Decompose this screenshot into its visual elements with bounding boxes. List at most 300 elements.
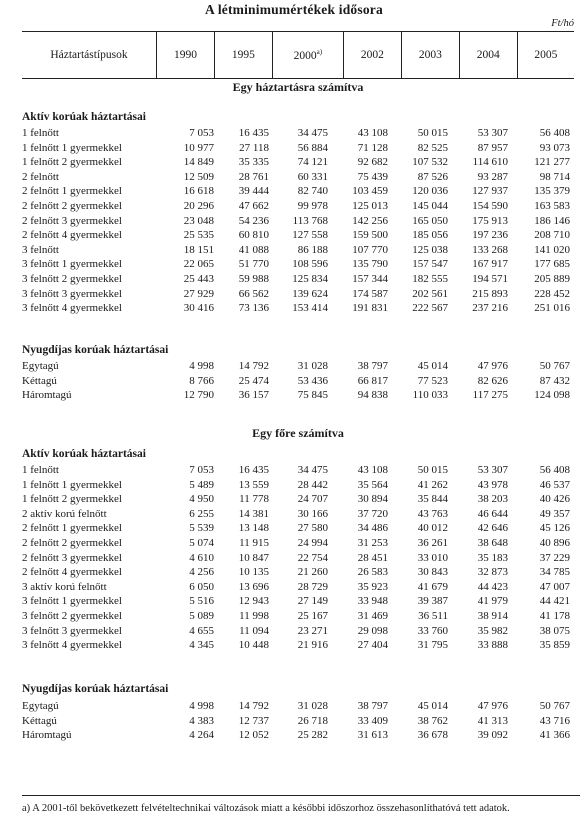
header-year-text: 2000 [293, 49, 317, 62]
table-cell: 34 475 [297, 464, 328, 476]
table-cell: 5 489 [189, 478, 214, 491]
table-cell: 25 443 [183, 272, 214, 285]
table-cell: 28 729 [297, 580, 328, 593]
row-label: 1 felnőtt [22, 464, 59, 476]
table-cell: 43 108 [357, 464, 388, 476]
table-cell: 87 957 [477, 141, 508, 154]
table-cell: 157 547 [412, 258, 448, 271]
table-cell: 41 262 [417, 478, 448, 491]
table-cell: 35 982 [477, 624, 508, 637]
table-cell: 38 797 [357, 360, 388, 372]
table-cell: 98 714 [539, 170, 570, 183]
table-cell: 39 444 [238, 185, 269, 198]
table-cell: 41 366 [539, 729, 570, 742]
table-cell: 82 626 [477, 374, 508, 387]
table-cell: 10 977 [183, 141, 214, 154]
table-cell: 113 768 [292, 214, 328, 227]
table-cell: 22 754 [297, 551, 328, 564]
row-label: 3 felnőtt 4 gyermekkel [22, 639, 122, 652]
row-label: 2 felnőtt 2 gyermekkel [22, 199, 122, 212]
table-cell: 38 075 [539, 624, 570, 637]
table-cell: 205 889 [534, 272, 570, 285]
table-cell: 33 010 [417, 551, 448, 564]
table-row [22, 184, 574, 199]
table-cell: 5 074 [189, 536, 214, 549]
row-label: 1 felnőtt 1 gyermekkel [22, 478, 122, 491]
row-label: 2 aktív korú felnőtt [22, 507, 107, 520]
table-cell: 24 994 [297, 536, 328, 549]
row-label: 1 felnőtt [22, 127, 59, 139]
table-cell: 27 404 [357, 639, 388, 652]
row-label: 2 felnőtt 4 gyermekkel [22, 566, 122, 579]
table-cell: 25 282 [297, 729, 328, 742]
table-cell: 142 256 [352, 214, 388, 227]
table-cell: 124 098 [534, 389, 570, 402]
table-row [22, 155, 574, 170]
table-cell: 175 913 [472, 214, 508, 227]
table-cell: 53 307 [477, 464, 508, 476]
table-cell: 38 914 [477, 609, 508, 622]
table-row [22, 699, 574, 714]
table-cell: 145 044 [412, 199, 448, 212]
row-label: Egytagú [22, 360, 59, 372]
table-cell: 11 778 [239, 493, 269, 506]
table-cell: 30 416 [183, 302, 214, 315]
table-cell: 93 287 [477, 170, 508, 183]
table-cell: 16 435 [238, 127, 269, 139]
table-row [22, 536, 574, 551]
table-cell: 4 950 [189, 493, 214, 506]
table-cell: 94 838 [357, 389, 388, 402]
table-row [22, 521, 574, 536]
section-title: Egy háztartásra számítva [232, 80, 364, 94]
row-label: Egytagú [22, 700, 59, 712]
group-title: Nyugdíjas korúak háztartásai [22, 683, 169, 695]
table-cell: 41 979 [477, 595, 508, 608]
table-cell: 5 516 [189, 595, 214, 608]
table-cell: 13 559 [238, 478, 269, 491]
table-cell: 21 916 [297, 639, 328, 652]
row-label: 1 felnőtt 2 gyermekkel [22, 493, 122, 506]
table-cell: 135 379 [534, 185, 570, 198]
table-cell: 59 988 [238, 272, 269, 285]
row-label: 2 felnőtt 3 gyermekkel [22, 551, 122, 564]
table-cell: 163 583 [534, 199, 570, 212]
table-cell: 47 976 [477, 360, 508, 372]
unit-label: Ft/hó [551, 18, 574, 29]
table-row [22, 728, 574, 743]
table-cell: 125 013 [352, 199, 388, 212]
table-cell: 12 943 [238, 595, 269, 608]
table-row [22, 228, 574, 243]
table-cell: 186 146 [534, 214, 570, 227]
row-label: Kéttagú [22, 374, 57, 387]
table-cell: 75 845 [297, 389, 328, 402]
table-cell: 177 685 [534, 258, 570, 271]
table-cell: 31 028 [297, 700, 328, 712]
table-cell: 14 381 [238, 507, 269, 520]
table-cell: 32 873 [477, 566, 508, 579]
table-cell: 50 767 [539, 360, 570, 372]
table-cell: 11 915 [239, 536, 269, 549]
table-cell: 4 998 [189, 360, 214, 372]
table-cell: 10 448 [238, 639, 269, 652]
section-title: Egy főre számítva [252, 426, 344, 440]
table-cell: 28 451 [357, 551, 388, 564]
table-cell: 125 834 [292, 272, 328, 285]
table-rows [22, 463, 574, 653]
header-year: 2004 [459, 32, 517, 79]
table-row [22, 359, 574, 374]
table-row [22, 126, 574, 141]
table-cell: 157 344 [352, 272, 388, 285]
table-cell: 43 763 [417, 507, 448, 520]
row-label: 3 felnőtt 4 gyermekkel [22, 302, 122, 315]
table-cell: 20 296 [183, 199, 214, 212]
table-cell: 21 260 [297, 566, 328, 579]
table-row [22, 492, 574, 507]
table-cell: 4 345 [189, 639, 214, 652]
table-cell: 26 583 [357, 566, 388, 579]
table-cell: 82 525 [417, 141, 448, 154]
table-cell: 41 679 [417, 580, 448, 593]
table-cell: 35 923 [357, 580, 388, 593]
table-rows [22, 126, 574, 316]
table-cell: 37 720 [357, 507, 388, 520]
table-cell: 27 580 [297, 522, 328, 535]
table-cell: 66 562 [238, 287, 269, 300]
table-cell: 139 624 [292, 287, 328, 300]
table-cell: 77 523 [417, 374, 448, 387]
table-cell: 44 423 [477, 580, 508, 593]
header-year: 1990 [157, 32, 215, 79]
table-cell: 92 682 [357, 156, 388, 169]
table-cell: 4 998 [189, 700, 214, 712]
table-row [22, 463, 574, 478]
table-cell: 60 331 [297, 170, 328, 183]
table-cell: 45 014 [417, 360, 448, 372]
table-cell: 33 760 [417, 624, 448, 637]
table-cell: 10 135 [238, 566, 269, 579]
row-label: 2 felnőtt [22, 170, 59, 183]
group-title: Nyugdíjas korúak háztartásai [22, 344, 169, 356]
table-cell: 10 847 [238, 551, 269, 564]
table-cell: 7 053 [189, 127, 214, 139]
table-cell: 30 843 [417, 566, 448, 579]
table-cell: 25 535 [183, 229, 214, 242]
table-cell: 30 166 [297, 507, 328, 520]
table-cell: 46 537 [539, 478, 570, 491]
table-cell: 108 596 [292, 258, 328, 271]
row-label: 3 felnőtt 3 gyermekkel [22, 287, 122, 300]
table-cell: 141 020 [534, 243, 570, 256]
table-cell: 31 253 [357, 536, 388, 549]
table-cell: 12 790 [183, 389, 214, 402]
table-cell: 53 436 [297, 374, 328, 387]
table-cell: 93 073 [539, 141, 570, 154]
table-row [22, 594, 574, 609]
table-cell: 50 015 [417, 464, 448, 476]
table-cell: 16 435 [238, 464, 269, 476]
table-cell: 34 785 [539, 566, 570, 579]
table-cell: 24 707 [297, 493, 328, 506]
table-cell: 121 277 [534, 156, 570, 169]
page-title: A létminimumértékek idősora [205, 2, 383, 17]
table-cell: 14 849 [183, 156, 214, 169]
table-row [22, 714, 574, 729]
table-cell: 29 098 [357, 624, 388, 637]
table-cell: 86 188 [297, 243, 328, 256]
table-row [22, 141, 574, 156]
table-cell: 50 767 [539, 700, 570, 712]
table-cell: 8 766 [189, 374, 214, 387]
table-cell: 159 500 [352, 229, 388, 242]
table-cell: 35 844 [417, 493, 448, 506]
table-rows [22, 359, 574, 403]
footnote: a) A 2001-től bekövetkezett felvételtechnikai változások miatt a későbbi időszorhoz összehasonlíthatóvá tett adatok. [22, 795, 580, 816]
row-label: 2 felnőtt 2 gyermekkel [22, 536, 122, 549]
table-cell: 53 307 [477, 127, 508, 139]
table-row [22, 287, 574, 302]
header-year: 2002 [343, 32, 401, 79]
group-title: Aktív korúak háztartásai [22, 448, 146, 460]
table-cell: 56 408 [539, 127, 570, 139]
footnote-marker: a) [316, 48, 323, 57]
table-row [22, 580, 574, 595]
table-cell: 73 136 [238, 302, 269, 315]
table-cell: 41 088 [238, 243, 269, 256]
row-label: 1 felnőtt 1 gyermekkel [22, 141, 122, 154]
table-cell: 87 432 [539, 374, 570, 387]
table-cell: 45 014 [417, 700, 448, 712]
table-cell: 35 335 [238, 156, 269, 169]
table-row [22, 478, 574, 493]
table-cell: 34 486 [357, 522, 388, 535]
table-cell: 185 056 [412, 229, 448, 242]
table-cell: 6 050 [189, 580, 214, 593]
table-cell: 34 475 [297, 127, 328, 139]
table-row [22, 301, 574, 316]
table-cell: 43 978 [477, 478, 508, 491]
table-cell: 36 261 [417, 536, 448, 549]
table-cell: 4 264 [189, 729, 214, 742]
table-cell: 114 610 [472, 156, 508, 169]
table-cell: 16 618 [183, 185, 214, 198]
table-cell: 99 978 [297, 199, 328, 212]
table-header [22, 31, 574, 79]
table-cell: 33 948 [357, 595, 388, 608]
table-cell: 133 268 [472, 243, 508, 256]
table-cell: 12 737 [238, 714, 269, 727]
table-cell: 4 655 [189, 624, 214, 637]
table-cell: 125 038 [412, 243, 448, 256]
row-label: 3 felnőtt [22, 243, 59, 256]
row-label: 3 felnőtt 3 gyermekkel [22, 624, 122, 637]
table-cell: 47 662 [238, 199, 269, 212]
row-label: 2 felnőtt 1 gyermekkel [22, 185, 122, 198]
table-cell: 75 439 [357, 170, 388, 183]
table-cell: 167 917 [472, 258, 508, 271]
table-cell: 39 092 [477, 729, 508, 742]
table-cell: 44 421 [539, 595, 570, 608]
table-cell: 26 718 [297, 714, 328, 727]
table-cell: 228 452 [534, 287, 570, 300]
header-year: 2005 [517, 32, 574, 79]
table-cell: 237 216 [472, 302, 508, 315]
table-cell: 14 792 [238, 360, 269, 372]
table-row [22, 388, 574, 403]
table-cell: 41 178 [539, 609, 570, 622]
table-cell: 13 696 [238, 580, 269, 593]
table-row [22, 257, 574, 272]
table-cell: 107 532 [412, 156, 448, 169]
table-cell: 194 571 [472, 272, 508, 285]
table-cell: 39 387 [417, 595, 448, 608]
table-cell: 60 810 [238, 229, 269, 242]
table-cell: 33 409 [357, 714, 388, 727]
table-cell: 12 052 [238, 729, 269, 742]
table-cell: 38 762 [417, 714, 448, 727]
table-cell: 103 459 [352, 185, 388, 198]
table-row [22, 551, 574, 566]
table-cell: 18 151 [183, 243, 214, 256]
table-cell: 42 646 [477, 522, 508, 535]
table-cell: 49 357 [539, 507, 570, 520]
table-cell: 127 937 [472, 185, 508, 198]
table-cell: 35 564 [357, 478, 388, 491]
table-cell: 135 790 [352, 258, 388, 271]
table-cell: 56 884 [297, 141, 328, 154]
row-label: Háromtagú [22, 389, 72, 402]
table-cell: 37 229 [539, 551, 570, 564]
table-cell: 43 716 [539, 714, 570, 727]
header-year: 1995 [214, 32, 272, 79]
table-cell: 22 065 [183, 258, 214, 271]
table-cell: 66 817 [357, 374, 388, 387]
table-cell: 7 053 [189, 464, 214, 476]
table-cell: 127 558 [292, 229, 328, 242]
table-cell: 38 648 [477, 536, 508, 549]
table-cell: 153 414 [292, 302, 328, 315]
table-cell: 154 590 [472, 199, 508, 212]
table-cell: 11 998 [239, 609, 269, 622]
table-cell: 36 678 [417, 729, 448, 742]
table-cell: 6 255 [189, 507, 214, 520]
table-cell: 50 015 [417, 127, 448, 139]
table-cell: 45 126 [539, 522, 570, 535]
table-cell: 31 028 [297, 360, 328, 372]
table-cell: 13 148 [238, 522, 269, 535]
table-row [22, 609, 574, 624]
table-cell: 74 121 [297, 156, 328, 169]
table-cell: 4 610 [189, 551, 214, 564]
table-cell: 33 888 [477, 639, 508, 652]
table-rows [22, 699, 574, 743]
table-cell: 197 236 [472, 229, 508, 242]
table-row [22, 170, 574, 185]
table-cell: 54 236 [238, 214, 269, 227]
table-cell: 12 509 [183, 170, 214, 183]
table-row [22, 624, 574, 639]
table-row [22, 638, 574, 653]
group-title: Aktív korúak háztartásai [22, 111, 146, 123]
row-label: 3 felnőtt 1 gyermekkel [22, 258, 122, 271]
table-cell: 71 128 [357, 141, 388, 154]
table-row [22, 374, 574, 389]
table-cell: 5 539 [189, 522, 214, 535]
table-cell: 87 526 [417, 170, 448, 183]
table-cell: 215 893 [472, 287, 508, 300]
table-cell: 82 740 [297, 185, 328, 198]
table-cell: 23 271 [297, 624, 328, 637]
table-row [22, 243, 574, 258]
table-cell: 182 555 [412, 272, 448, 285]
table-cell: 251 016 [534, 302, 570, 315]
table-cell: 51 770 [238, 258, 269, 271]
row-label: 3 felnőtt 1 gyermekkel [22, 595, 122, 608]
table-cell: 25 474 [238, 374, 269, 387]
table-cell: 117 275 [472, 389, 508, 402]
table-cell: 47 007 [539, 580, 570, 593]
row-label: 3 felnőtt 2 gyermekkel [22, 609, 122, 622]
table-cell: 31 613 [357, 729, 388, 742]
table-cell: 222 567 [412, 302, 448, 315]
table-cell: 35 859 [539, 639, 570, 652]
table-cell: 191 831 [352, 302, 388, 315]
table-cell: 107 770 [352, 243, 388, 256]
table-cell: 41 313 [477, 714, 508, 727]
row-label: 2 felnőtt 1 gyermekkel [22, 522, 122, 535]
header-label: Háztartástípusok [22, 32, 157, 79]
table-cell: 27 929 [183, 287, 214, 300]
table-cell: 174 587 [352, 287, 388, 300]
header-year [272, 32, 343, 79]
table-cell: 25 167 [297, 609, 328, 622]
table-cell: 4 383 [189, 714, 214, 727]
table-cell: 5 089 [189, 609, 214, 622]
table-cell: 40 012 [417, 522, 448, 535]
table-cell: 11 094 [239, 624, 269, 637]
table-cell: 36 511 [418, 609, 448, 622]
table-row [22, 565, 574, 580]
table-cell: 46 644 [477, 507, 508, 520]
table-cell: 27 118 [239, 141, 269, 154]
table-row [22, 272, 574, 287]
header-year: 2003 [401, 32, 459, 79]
row-label: 2 felnőtt 4 gyermekkel [22, 229, 122, 242]
table-cell: 36 157 [238, 389, 269, 402]
table-cell: 120 036 [412, 185, 448, 198]
table-cell: 165 050 [412, 214, 448, 227]
table-cell: 35 183 [477, 551, 508, 564]
table-cell: 40 426 [539, 493, 570, 506]
table-cell: 28 761 [238, 170, 269, 183]
row-label: 3 aktív korú felnőtt [22, 580, 107, 593]
row-label: 1 felnőtt 2 gyermekkel [22, 156, 122, 169]
table-cell: 40 896 [539, 536, 570, 549]
table-cell: 38 797 [357, 700, 388, 712]
row-label: Kéttagú [22, 714, 57, 727]
table-cell: 43 108 [357, 127, 388, 139]
table-cell: 4 256 [189, 566, 214, 579]
table-cell: 31 795 [417, 639, 448, 652]
row-label: Háromtagú [22, 729, 72, 742]
table-cell: 31 469 [357, 609, 388, 622]
row-label: 2 felnőtt 3 gyermekkel [22, 214, 122, 227]
table-cell: 30 894 [357, 493, 388, 506]
table-cell: 28 442 [297, 478, 328, 491]
table-row [22, 507, 574, 522]
